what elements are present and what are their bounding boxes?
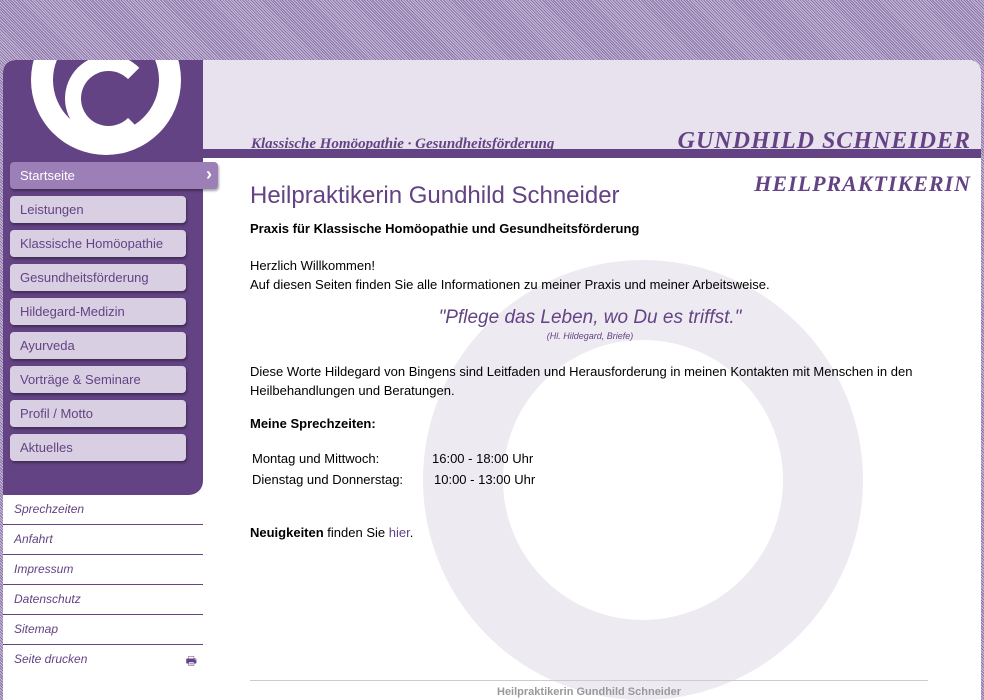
hours-row bbox=[252, 470, 535, 489]
main-content bbox=[250, 182, 930, 542]
hours-table bbox=[250, 447, 537, 491]
news-link[interactable]: hier bbox=[388, 525, 410, 540]
welcome: Herzlich Willkommen! bbox=[250, 258, 375, 273]
news-bold: Neuigkeiten bbox=[250, 525, 324, 540]
news-end: . bbox=[409, 525, 414, 540]
subnav-datenschutz[interactable]: Datenschutz bbox=[3, 585, 203, 615]
hours-days: Dienstag und Donnerstag: bbox=[252, 472, 404, 487]
hours-days: Montag und Mittwoch: bbox=[252, 451, 380, 466]
nav-leistungen[interactable]: Leistungen bbox=[10, 196, 186, 223]
nav-vortraege-seminare[interactable]: Vorträge & Seminare bbox=[10, 366, 186, 393]
site-name: GUNDHILD SCHNEIDER bbox=[677, 128, 971, 154]
printer-icon[interactable]: 🖶 bbox=[185, 654, 197, 668]
profession: HEILPRAKTIKERIN bbox=[754, 171, 971, 196]
tagline: Klassische Homöopathie · Gesundheitsförderung bbox=[251, 136, 555, 152]
nav-startseite[interactable] bbox=[10, 162, 218, 189]
hours-title: Meine Sprechzeiten: bbox=[250, 416, 376, 431]
nav-profil-motto[interactable]: Profil / Motto bbox=[10, 400, 186, 427]
nav-gesundheitsfoerderung[interactable]: Gesundheitsförderung bbox=[10, 264, 186, 291]
main-nav bbox=[10, 162, 218, 468]
hours-time: 16:00 - 18:00 Uhr bbox=[432, 451, 534, 466]
news-text: finden Sie bbox=[323, 525, 389, 540]
hours-time: 10:00 - 13:00 Uhr bbox=[434, 472, 536, 487]
intro: Auf diesen Seiten finden Sie alle Informationen zu meiner Praxis und meiner Arbeitsweise. bbox=[250, 277, 770, 292]
subnav-sitemap[interactable]: Sitemap bbox=[3, 615, 203, 645]
chevron-right-icon: › bbox=[206, 164, 212, 184]
subtitle: Praxis für Klassische Homöopathie und Gesundheitsförderung bbox=[250, 221, 640, 236]
subnav-impressum[interactable]: Impressum bbox=[3, 555, 203, 585]
nav-klassische-homoeopathie[interactable]: Klassische Homöopathie bbox=[10, 230, 186, 257]
subnav-sprechzeiten[interactable]: Sprechzeiten bbox=[3, 495, 203, 525]
footer: Heilpraktikerin Gundhild Schneider bbox=[250, 680, 928, 700]
header bbox=[203, 60, 981, 158]
subnav-print[interactable] bbox=[3, 645, 203, 675]
news-line bbox=[250, 523, 930, 542]
page-title: Heilpraktikerin Gundhild Schneider bbox=[250, 182, 620, 209]
secondary-nav bbox=[3, 495, 203, 675]
nav-label: Startseite bbox=[20, 168, 75, 183]
nav-hildegard-medizin[interactable]: Hildegard-Medizin bbox=[10, 298, 186, 325]
print-label: Seite drucken bbox=[14, 652, 88, 666]
quote: "Pflege das Leben, wo Du es triffst." bbox=[438, 307, 742, 328]
paragraph: Diese Worte Hildegard von Bingens sind Leitfaden und Herausforderung in meinen Kontakten mit Menschen in den Heilbehandlungen und Beratungen. bbox=[250, 364, 913, 398]
nav-aktuelles[interactable]: Aktuelles bbox=[10, 434, 186, 461]
hours-row bbox=[252, 449, 535, 468]
quote-source: (Hl. Hildegard, Briefe) bbox=[546, 331, 634, 341]
nav-ayurveda[interactable]: Ayurveda bbox=[10, 332, 186, 359]
subnav-anfahrt[interactable]: Anfahrt bbox=[3, 525, 203, 555]
